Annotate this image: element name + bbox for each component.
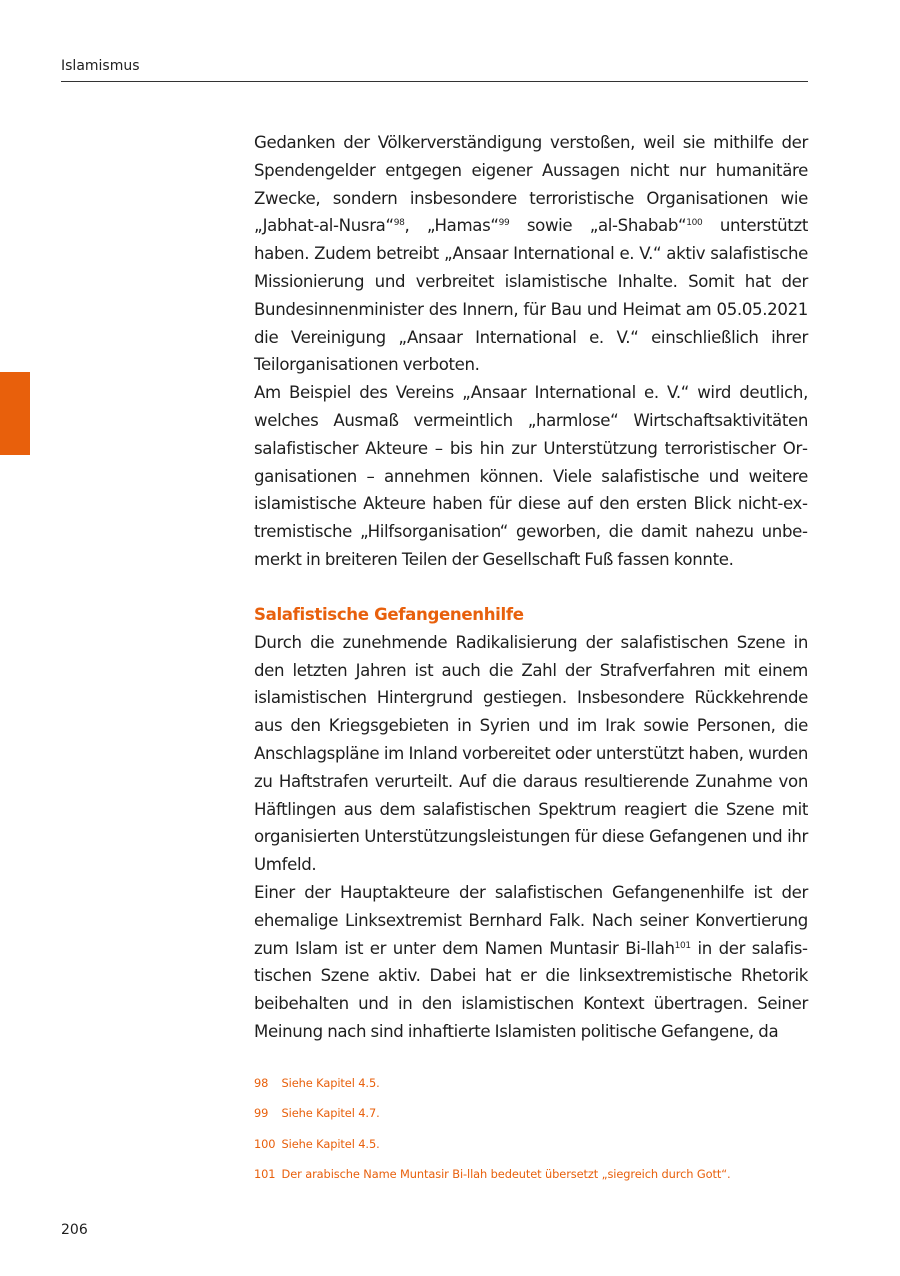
paragraph-3: Durch die zunehmende Radikalisierung der salafistischen Szene in den letzten Jahren ist auch die Zahl der Strafverfahren mit einem islamistischen Hintergrund gestiegen. Insbesondere Rückkehrende aus den Kriegsgebieten in Syrien und im Irak sowie Personen, die Anschlagspläne im Inland vorbereitet oder unterstützt haben, wurden zu Haftstrafen verurteilt. Auf die daraus resultierende Zunahme von Häftlingen aus dem salafistischen Spektrum reagiert die Szene mit organisierten Unterstützungsleistungen für diese Gefangenen und ihr Umfeld. <box>254 632 808 875</box>
footnote-99 <box>254 1102 814 1132</box>
footnote-ref-101: 101 <box>674 940 691 951</box>
page-number: 206 <box>61 1222 88 1238</box>
footnote-text: Der arabische Name Muntasir Bi-llah bedeutet übersetzt „siegreich durch Gott“. <box>281 1167 731 1182</box>
footnote-number: 100 <box>254 1136 276 1151</box>
chapter-tab-marker <box>0 372 30 455</box>
footnote-ref-98: 98 <box>393 218 405 229</box>
footnote-100 <box>254 1133 814 1163</box>
header-rule <box>61 81 808 82</box>
footnote-text: Siehe Kapitel 4.5. <box>281 1076 380 1090</box>
paragraph-4-text-a: Einer der Hauptakteure der salafistischen Gefangenenhilfe ist der ehemalige Linksextremist Bernhard Falk. Nach seiner Konvertierung zum Islam ist er unter dem Namen Muntasir Bi-llah <box>254 882 808 958</box>
footnote-101 <box>254 1163 814 1193</box>
footnote-ref-99: 99 <box>498 218 510 229</box>
main-text <box>254 129 808 1046</box>
paragraph-1 <box>254 129 808 379</box>
paragraph-1-text-b: , „Hamas“ <box>404 216 499 236</box>
paragraph-1-text-d: unterstützt haben. Zudem betreibt „Ansaar International e. V.“ aktiv salafistische Missionierung und verbreitet islamistische Inhalte. Somit hat der Bundesinnenminister des Innern, für Bau und Heimat am 05.05.2021 die Vereinigung „Ansaar International e. V.“ einschließlich ihrer Teilorganisationen verboten. <box>254 216 808 375</box>
footnote-ref-100: 100 <box>686 218 703 229</box>
footnote-text: Siehe Kapitel 4.7. <box>281 1106 380 1121</box>
paragraph-4 <box>254 879 808 1046</box>
footnotes <box>254 1072 814 1194</box>
footnote-number: 98 <box>254 1076 269 1090</box>
section-heading: Salafistische Gefangenenhilfe <box>254 604 524 624</box>
paragraph-1-text-c: sowie „al-Shabab“ <box>509 216 687 236</box>
paragraph-1-text-a: Gedanken der Völkerverständigung verstoßen, weil sie mithilfe der Spendengelder entgegen eigener Aussagen nicht nur humanitäre Zwecke, sondern insbesondere terroristische Organisationen wie „Jabhat-al-Nusra“ <box>254 133 808 236</box>
footnote-text: Siehe Kapitel 4.5. <box>281 1136 380 1151</box>
footnote-number: 99 <box>254 1106 269 1121</box>
paragraph-2: Am Beispiel des Vereins „Ansaar International e. V.“ wird deutlich, welches Ausmaß vermeintlich „harmlose“ Wirtschaftsaktivitäten salafistischer Akteure – bis hin zur Unterstützung terroristischer Organisationen – annehmen können. Viele salafistische und weitere islamistische Akteure haben für diese auf den ersten Blick nicht-extremistische „Hilfsorganisation“ geworben, die damit nahezu unbemerkt in breiteren Teilen der Gesellschaft Fuß fassen konnte. <box>254 383 808 569</box>
paragraph-4-text-b: in der salafistischen Szene aktiv. Dabei hat er die linksextremistische Rhetorik beibehalten und in den islamistischen Kontext übertragen. Seiner Meinung nach sind inhaftierte Islamisten politische Gefangene, da <box>254 938 808 1041</box>
paragraph-spacer <box>254 574 808 601</box>
footnote-98 <box>254 1072 814 1102</box>
footnote-number: 101 <box>254 1167 276 1182</box>
running-header: Islamismus <box>61 58 140 74</box>
